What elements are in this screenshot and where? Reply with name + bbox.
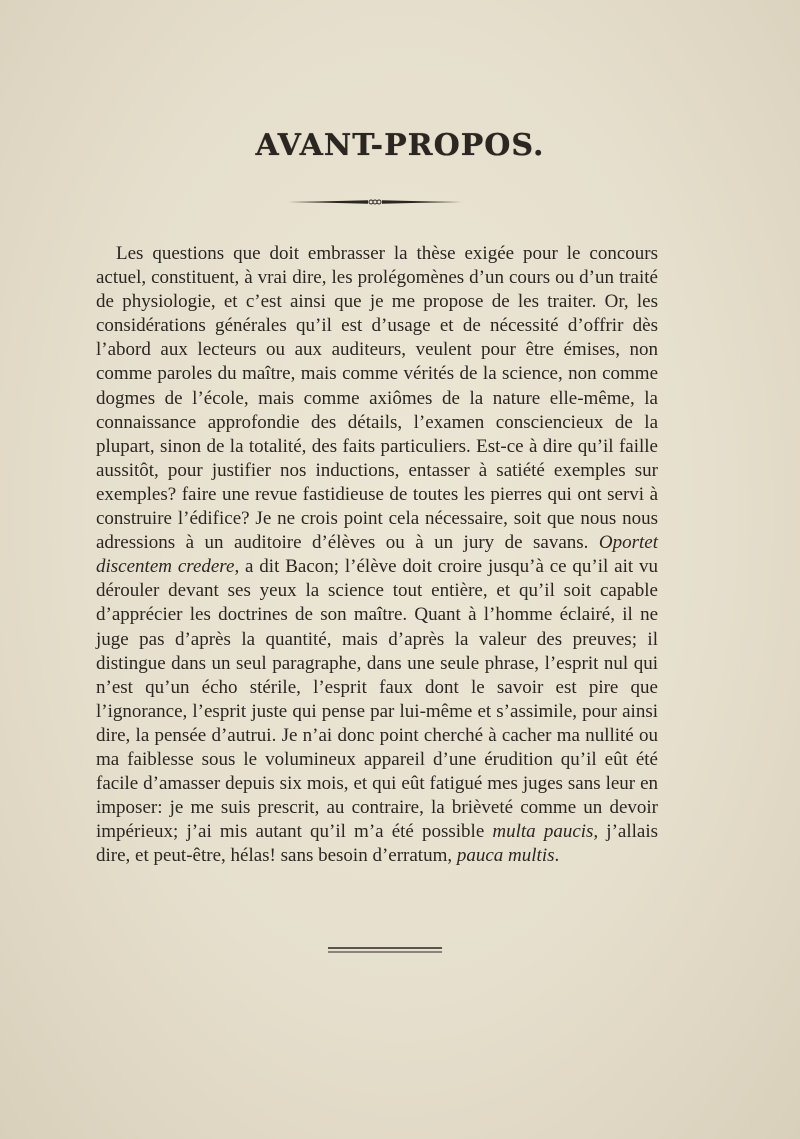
page-title: AVANT-PROPOS. [255,128,545,163]
body-text-1: Les questions que doit embrasser la thèse exigée pour le concours actuel, constituent, à vrai dire, les prolégomènes d’un cours ou d’un traité de physiologie, et c’est ainsi que je me propose de les traiter. Or, les considérations générales qu’il est d’usage et de nécessité d’offrir dès l’abord aux lecteurs ou aux auditeurs, veulent pour être émises, non comme paroles du maître, mais comme vérités de la science, non comme dogmes de l’école, mais comme axiômes de la nature elle-même, la connaissance approfondie des détails, l’examen consciencieux de la plupart, sinon de la totalité, des faits particuliers. Est-ce à dire qu’il faille aussitôt, pour justifier nos inductions, entasser à satiété exemples sur exemples? faire une revue fastidieuse de toutes les pierres qui ont servi à construire l’édifice? Je ne crois point cela nécessaire, soit que nous nous adressions à un auditoire d’élèves ou à un jury de savans. [96,243,658,554]
ornament-right-flourish [382,200,462,204]
body-text-3: j’allais dire, et peut-être, hélas! sans besoin d’erratum, [96,821,659,867]
ornament-bead [369,200,373,204]
ornament-bead [373,200,377,204]
body-text-2: , a dit Bacon; l’élève doit croire jusqu’à ce qu’il ait vu dérouler devant ses yeux la science tout entière, et qu’il soit capable d’apprécier les doctrines de son maître. Quant à l’homme éclairé, il ne juge pas d’après la quantité, mais d’après la valeur des preuves; il distingue dans un seul paragraphe, dans une seule phrase, l’esprit nul qui n’est qu’un écho stérile, l’esprit faux dont le savoir est pire que l’ignorance, l’esprit juste qui pense par lui-même et s’assimile, pour ainsi dire, la pensée d’autrui. Je n’ai donc point cherché à cacher ma nullité ou ma faiblesse sous le volumineux appareil d’une érudition qu’il eût été facile d’amasser depuis six mois, et qui eût fatigué mes juges sans leur en imposer: je me suis prescrit, au contraire, la brièveté comme un devoir impérieux; j’ai mis autant qu’il m’a été possible [96,556,658,843]
latin-quote-2: multa paucis, [492,821,599,843]
body-paragraph [96,242,658,868]
title-ornament [288,196,462,208]
ornament-bead [377,200,381,204]
latin-quote-1: Oportet discentem credere [96,532,659,578]
latin-quote-3: pauca multis [456,845,555,867]
ornament-left-flourish [288,200,368,204]
body-text-4: . [554,845,560,867]
closing-double-rule [328,946,442,954]
